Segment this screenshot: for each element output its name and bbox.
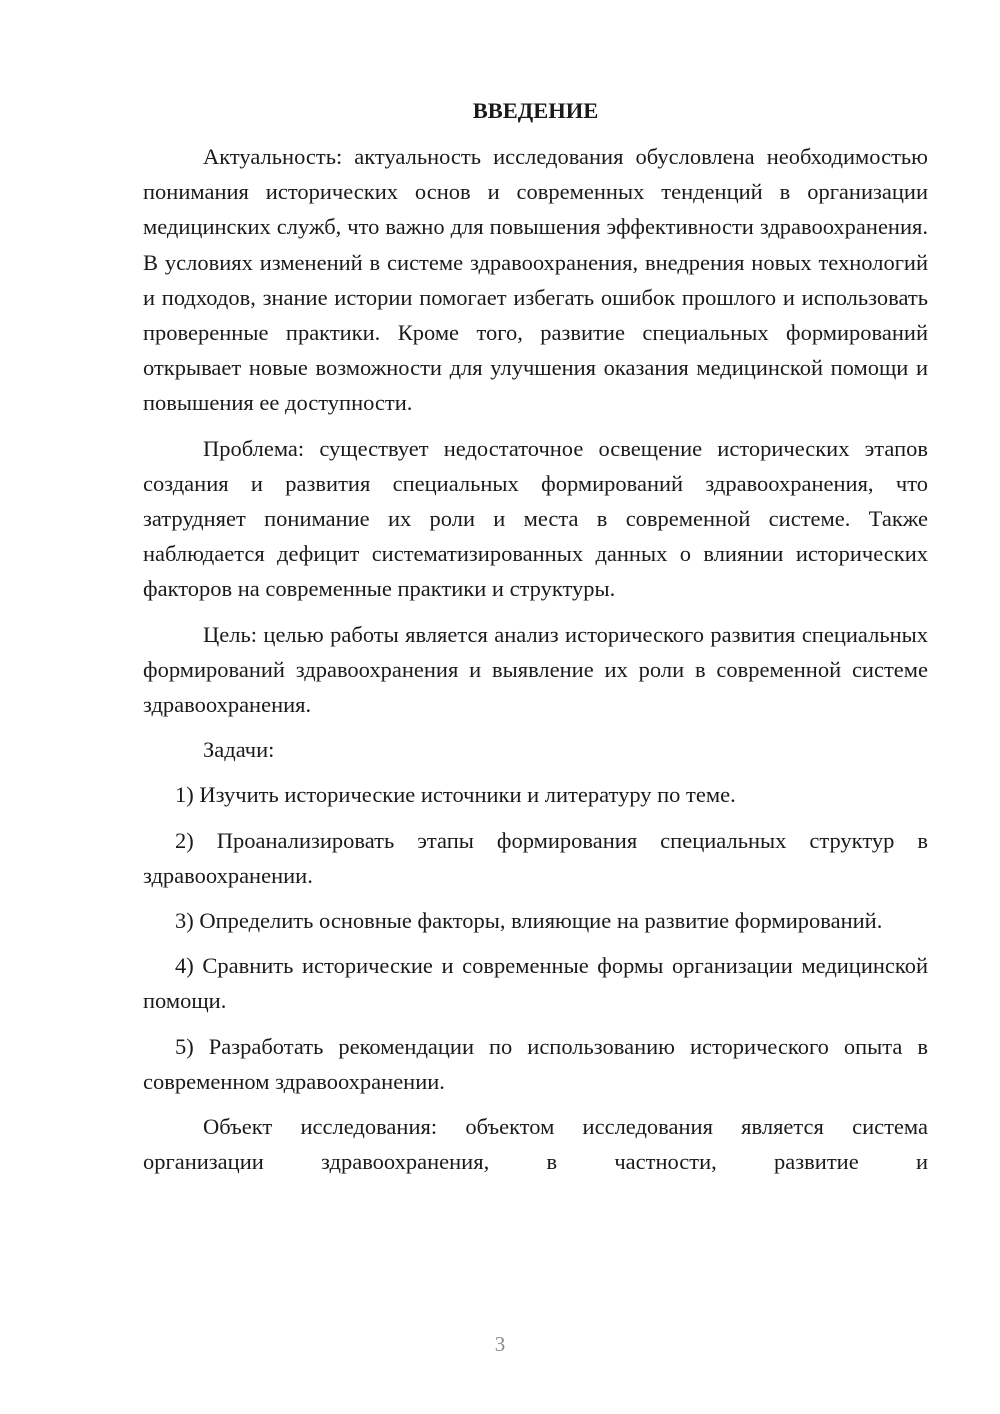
page-title: ВВЕДЕНИЕ [472,98,599,123]
tasks-label: Задачи: [203,737,275,763]
task-item-3: 3) Определить основные факторы, влияющие на развитие формирований. [175,908,883,934]
task-item-4: 4) Сравнить исторические и современные формы организации медицинской помощи. [143,953,928,1014]
document-body [143,95,928,1189]
task-item-2: 2) Проанализировать этапы формирования специальных структур в здравоохранении. [143,827,928,888]
problem-paragraph: Проблема: существует недостаточное освещение исторических этапов создания и развития специальных формирований здравоохранения, что затрудняет понимание их роли и места в современной системе. Также наблюдается дефицит систематизированных данных о влиянии исторических факторов на современные практики и структуры. [143,435,928,602]
object-paragraph: Объект исследования: объектом исследования является система организации здравоохранения, в частности, развитие и [143,1114,928,1175]
goal-paragraph: Цель: целью работы является анализ исторического развития специальных формирований здравоохранения и выявление их роли в современной системе здравоохранения. [143,621,928,718]
relevance-paragraph: Актуальность: актуальность исследования обусловлена необходимостью понимания исторических основ и современных тенденций в организации медицинских служб, что важно для повышения эффективности здравоохранения. В условиях изменений в системе здравоохранения, внедрения новых технологий и подходов, знание истории помогает избегать ошибок прошлого и использовать проверенные практики. Кроме того, развитие специальных формирований открывает новые возможности для улучшения оказания медицинской помощи и повышения ее доступности. [143,144,928,416]
page-number: 3 [494,1332,506,1356]
task-item-1: 1) Изучить исторические источники и литературу по теме. [175,782,736,808]
task-item-5: 5) Разработать рекомендации по использованию исторического опыта в современном здравоохранении. [143,1033,928,1094]
